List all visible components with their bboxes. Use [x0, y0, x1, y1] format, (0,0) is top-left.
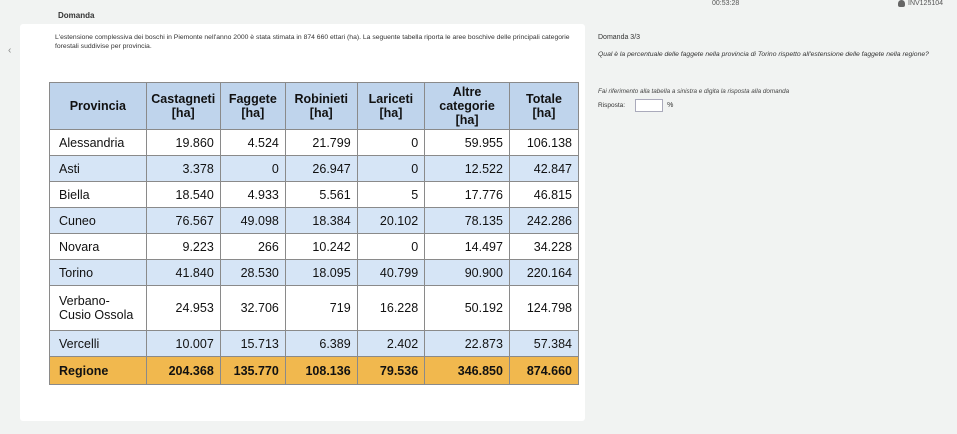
table-row	[50, 130, 579, 156]
total-value-cell: 874.660	[509, 357, 578, 385]
value-cell: 34.228	[509, 234, 578, 260]
value-cell: 10.007	[146, 331, 220, 357]
value-cell: 0	[357, 234, 425, 260]
user-badge	[898, 0, 943, 7]
total-label-cell: Regione	[50, 357, 147, 385]
table-row	[50, 260, 579, 286]
chevron-left-icon[interactable]: ‹	[8, 45, 12, 56]
province-cell: Vercelli	[50, 331, 147, 357]
province-cell: Asti	[50, 156, 147, 182]
value-cell: 220.164	[509, 260, 578, 286]
value-cell: 4.933	[220, 182, 285, 208]
percent-unit: %	[667, 102, 674, 109]
value-cell: 14.497	[425, 234, 510, 260]
question-number: Domanda 3/3	[598, 34, 641, 41]
value-cell: 0	[220, 156, 285, 182]
value-cell: 18.384	[285, 208, 357, 234]
col-header-lariceti: Lariceti [ha]	[357, 83, 425, 130]
total-value-cell: 108.136	[285, 357, 357, 385]
province-cell: Biella	[50, 182, 147, 208]
province-cell: Cuneo	[50, 208, 147, 234]
user-id: INV125104	[908, 0, 944, 7]
province-cell: Torino	[50, 260, 147, 286]
value-cell: 266	[220, 234, 285, 260]
value-cell: 40.799	[357, 260, 425, 286]
right-panel	[590, 24, 957, 404]
value-cell: 41.840	[146, 260, 220, 286]
section-title: Domanda	[58, 11, 95, 20]
value-cell: 32.706	[220, 286, 285, 331]
answer-input[interactable]	[635, 99, 663, 112]
value-cell: 28.530	[220, 260, 285, 286]
value-cell: 17.776	[425, 182, 510, 208]
table-row	[50, 331, 579, 357]
value-cell: 3.378	[146, 156, 220, 182]
table-row	[50, 208, 579, 234]
value-cell: 15.713	[220, 331, 285, 357]
total-value-cell: 79.536	[357, 357, 425, 385]
value-cell: 18.540	[146, 182, 220, 208]
table-row	[50, 182, 579, 208]
value-cell: 90.900	[425, 260, 510, 286]
col-header-faggete: Faggete [ha]	[220, 83, 285, 130]
value-cell: 18.095	[285, 260, 357, 286]
province-cell: Verbano-Cusio Ossola	[50, 286, 147, 331]
value-cell: 5.561	[285, 182, 357, 208]
value-cell: 20.102	[357, 208, 425, 234]
value-cell: 4.524	[220, 130, 285, 156]
value-cell: 26.947	[285, 156, 357, 182]
value-cell: 19.860	[146, 130, 220, 156]
value-cell: 21.799	[285, 130, 357, 156]
value-cell: 50.192	[425, 286, 510, 331]
timer: 00:53:28	[712, 0, 740, 7]
user-icon	[898, 0, 905, 7]
top-bar	[0, 0, 957, 12]
value-cell: 57.384	[509, 331, 578, 357]
question-hint: Fai riferimento alla tabella a sinistra e digita la risposta alla domanda	[598, 88, 790, 95]
answer-row	[598, 99, 673, 112]
total-value-cell: 204.368	[146, 357, 220, 385]
value-cell: 46.815	[509, 182, 578, 208]
total-value-cell: 346.850	[425, 357, 510, 385]
col-header-totale: Totale [ha]	[509, 83, 578, 130]
intro-text: L'estensione complessiva dei boschi in Piemonte nell'anno 2000 è stata stimata in 874 660 ettari (ha). La seguente tabella riporta le aree boschive delle principali categorie forestali suddivise per provincia.	[55, 34, 570, 50]
value-cell: 106.138	[509, 130, 578, 156]
value-cell: 0	[357, 130, 425, 156]
value-cell: 2.402	[357, 331, 425, 357]
table-header-row	[50, 83, 579, 130]
col-header-robinieti: Robinieti [ha]	[285, 83, 357, 130]
value-cell: 124.798	[509, 286, 578, 331]
province-cell: Alessandria	[50, 130, 147, 156]
value-cell: 0	[357, 156, 425, 182]
value-cell: 5	[357, 182, 425, 208]
value-cell: 10.242	[285, 234, 357, 260]
table-row	[50, 286, 579, 331]
table-row	[50, 234, 579, 260]
table-total-row	[50, 357, 579, 385]
total-value-cell: 135.770	[220, 357, 285, 385]
value-cell: 242.286	[509, 208, 578, 234]
answer-label: Risposta:	[598, 102, 626, 109]
value-cell: 78.135	[425, 208, 510, 234]
forest-table	[49, 82, 579, 385]
value-cell: 22.873	[425, 331, 510, 357]
province-cell: Novara	[50, 234, 147, 260]
table-row	[50, 156, 579, 182]
value-cell: 49.098	[220, 208, 285, 234]
value-cell: 12.522	[425, 156, 510, 182]
value-cell: 42.847	[509, 156, 578, 182]
value-cell: 719	[285, 286, 357, 331]
value-cell: 76.567	[146, 208, 220, 234]
question-text: Qual è la percentuale delle faggete nella provincia di Torino rispetto all'estensione delle faggete nella regione?	[598, 51, 929, 58]
value-cell: 16.228	[357, 286, 425, 331]
value-cell: 9.223	[146, 234, 220, 260]
value-cell: 59.955	[425, 130, 510, 156]
col-header-altre: Altre categorie [ha]	[425, 83, 510, 130]
col-header-provincia: Provincia	[50, 83, 147, 130]
col-header-castagneti: Castagneti [ha]	[146, 83, 220, 130]
value-cell: 6.389	[285, 331, 357, 357]
value-cell: 24.953	[146, 286, 220, 331]
